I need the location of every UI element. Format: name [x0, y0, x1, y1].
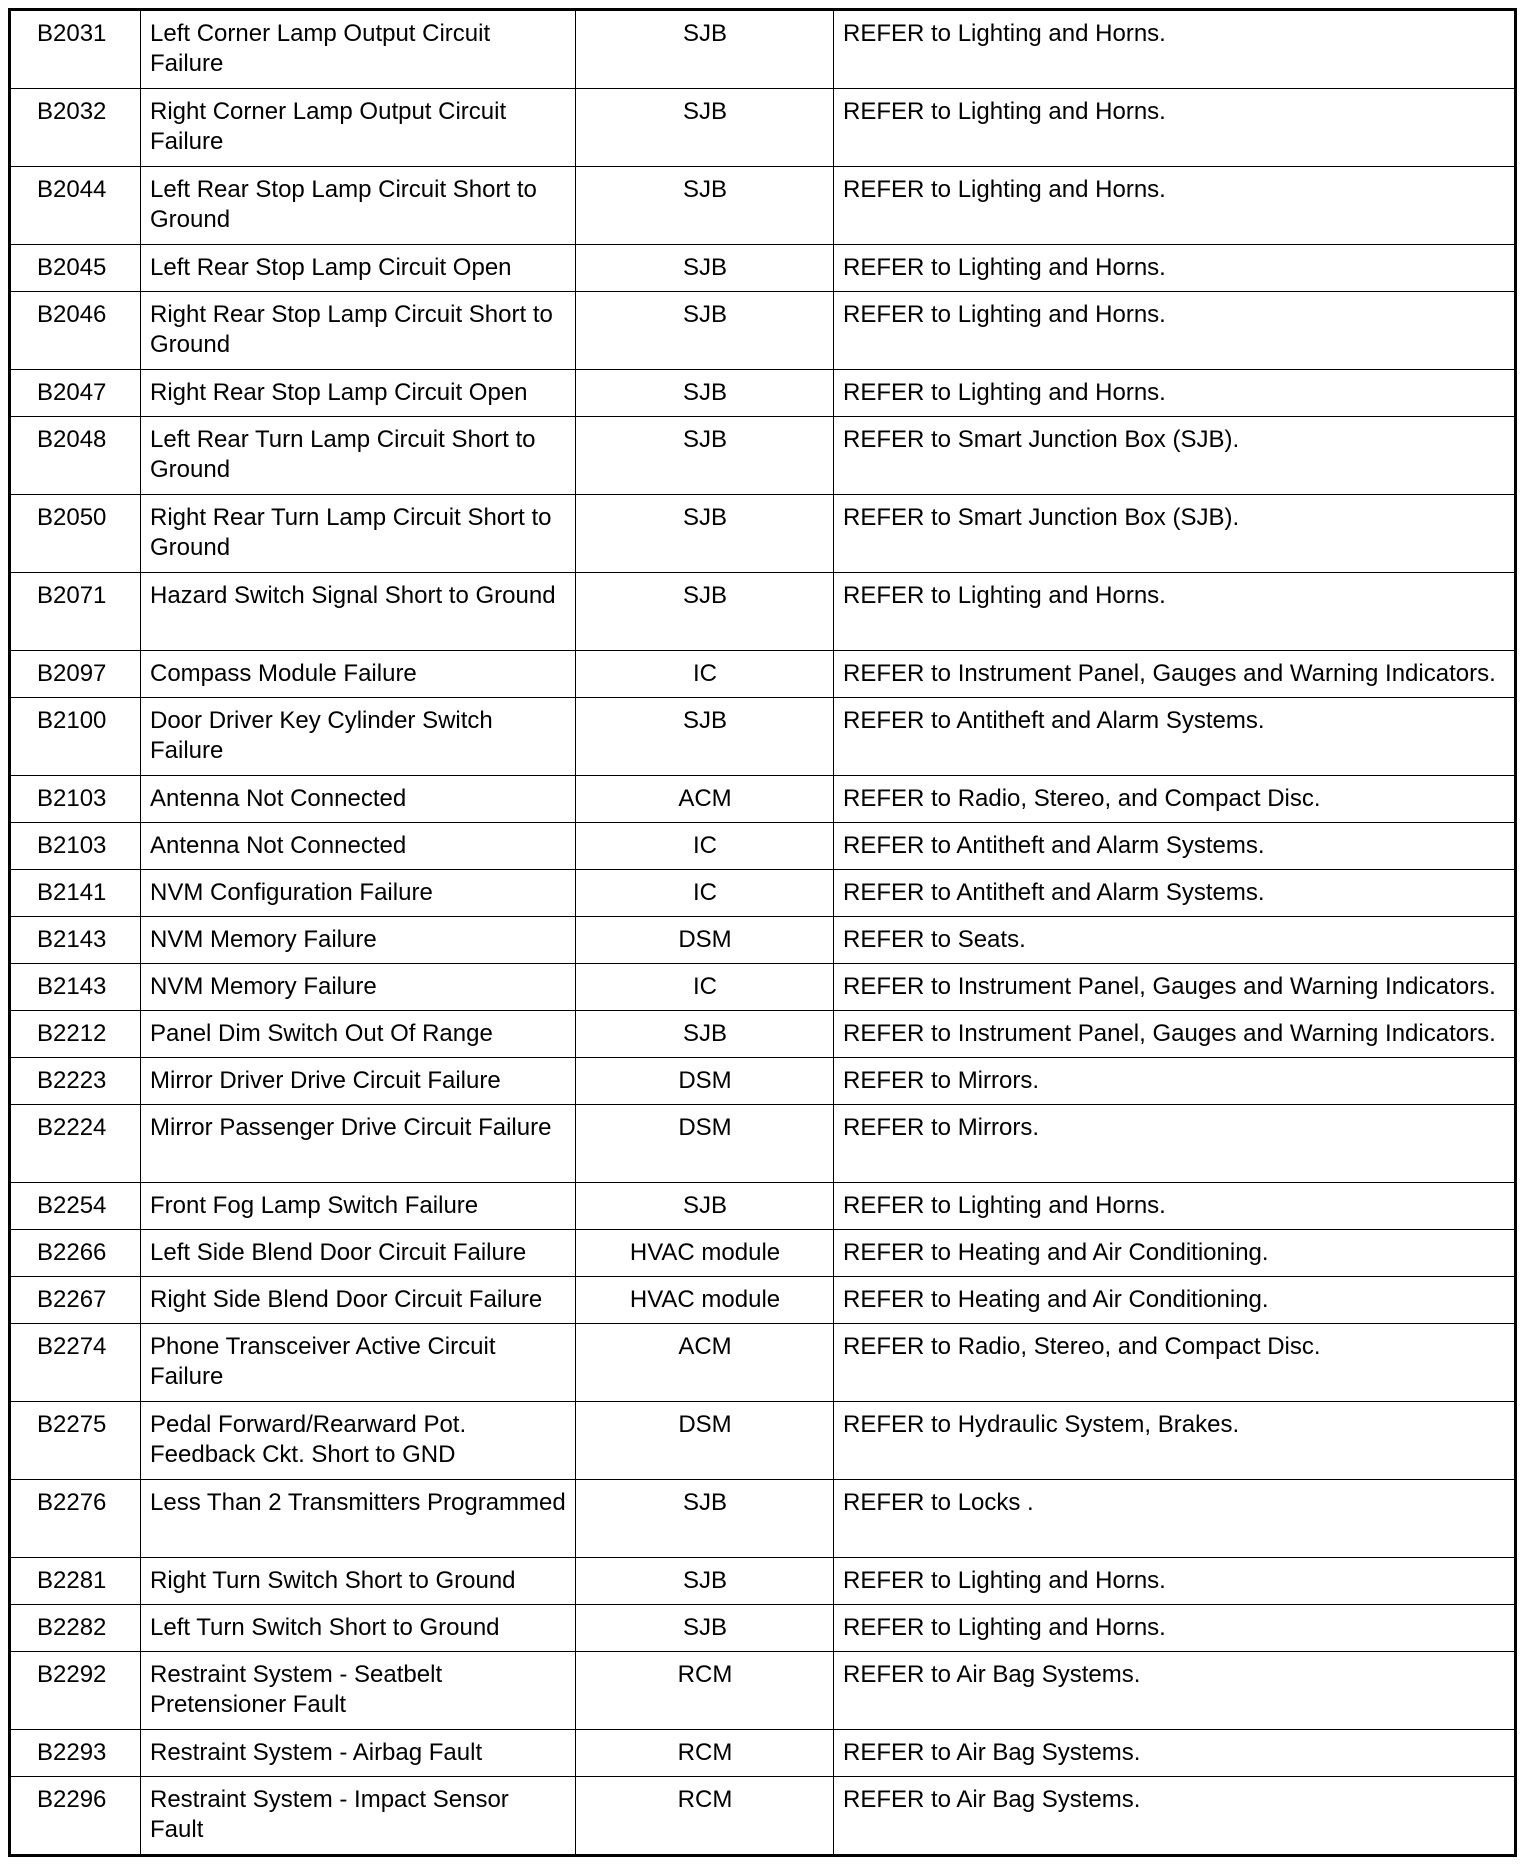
dtc-description: Hazard Switch Signal Short to Ground — [141, 573, 576, 651]
dtc-code: B2044 — [10, 167, 141, 245]
dtc-description: Pedal Forward/Rearward Pot. Feedback Ckt. Short to GND — [141, 1402, 576, 1480]
dtc-code: B2223 — [10, 1058, 141, 1105]
dtc-action: REFER to Radio, Stereo, and Compact Disc. — [834, 776, 1516, 823]
table-row — [10, 1730, 1516, 1777]
table-row — [10, 823, 1516, 870]
dtc-module: SJB — [576, 245, 834, 292]
dtc-module: SJB — [576, 698, 834, 776]
table-row — [10, 1324, 1516, 1402]
dtc-code: B2071 — [10, 573, 141, 651]
dtc-description: Front Fog Lamp Switch Failure — [141, 1183, 576, 1230]
dtc-code: B2254 — [10, 1183, 141, 1230]
dtc-description: Restraint System - Airbag Fault — [141, 1730, 576, 1777]
dtc-module: SJB — [576, 1183, 834, 1230]
dtc-code: B2267 — [10, 1277, 141, 1324]
dtc-code: B2141 — [10, 870, 141, 917]
dtc-action: REFER to Smart Junction Box (SJB). — [834, 495, 1516, 573]
dtc-code: B2047 — [10, 370, 141, 417]
dtc-action: REFER to Heating and Air Conditioning. — [834, 1230, 1516, 1277]
dtc-action: REFER to Lighting and Horns. — [834, 89, 1516, 167]
dtc-description: Left Rear Stop Lamp Circuit Short to Ground — [141, 167, 576, 245]
table-row — [10, 1011, 1516, 1058]
table-row — [10, 573, 1516, 651]
dtc-code: B2045 — [10, 245, 141, 292]
table-row — [10, 1058, 1516, 1105]
dtc-code: B2296 — [10, 1777, 141, 1856]
dtc-module: SJB — [576, 292, 834, 370]
dtc-description: Right Rear Turn Lamp Circuit Short to Ground — [141, 495, 576, 573]
dtc-code: B2100 — [10, 698, 141, 776]
dtc-module: DSM — [576, 1402, 834, 1480]
dtc-code: B2032 — [10, 89, 141, 167]
dtc-action: REFER to Lighting and Horns. — [834, 167, 1516, 245]
dtc-code: B2282 — [10, 1605, 141, 1652]
dtc-description: Right Rear Stop Lamp Circuit Open — [141, 370, 576, 417]
dtc-description: Left Corner Lamp Output Circuit Failure — [141, 10, 576, 89]
dtc-action: REFER to Instrument Panel, Gauges and Warning Indicators. — [834, 1011, 1516, 1058]
dtc-description: Right Corner Lamp Output Circuit Failure — [141, 89, 576, 167]
dtc-module: SJB — [576, 1605, 834, 1652]
dtc-code: B2097 — [10, 651, 141, 698]
dtc-module: RCM — [576, 1777, 834, 1856]
dtc-action: REFER to Lighting and Horns. — [834, 1605, 1516, 1652]
dtc-code: B2212 — [10, 1011, 141, 1058]
table-row — [10, 495, 1516, 573]
dtc-description: Mirror Driver Drive Circuit Failure — [141, 1058, 576, 1105]
dtc-action: REFER to Lighting and Horns. — [834, 573, 1516, 651]
dtc-action: REFER to Lighting and Horns. — [834, 370, 1516, 417]
dtc-module: SJB — [576, 417, 834, 495]
dtc-description: Phone Transceiver Active Circuit Failure — [141, 1324, 576, 1402]
dtc-module: SJB — [576, 573, 834, 651]
dtc-action: REFER to Instrument Panel, Gauges and Warning Indicators. — [834, 651, 1516, 698]
table-row — [10, 1777, 1516, 1856]
dtc-action: REFER to Heating and Air Conditioning. — [834, 1277, 1516, 1324]
dtc-module: SJB — [576, 10, 834, 89]
dtc-action: REFER to Mirrors. — [834, 1105, 1516, 1183]
dtc-action: REFER to Radio, Stereo, and Compact Disc. — [834, 1324, 1516, 1402]
dtc-code: B2266 — [10, 1230, 141, 1277]
dtc-code: B2281 — [10, 1558, 141, 1605]
table-row — [10, 776, 1516, 823]
dtc-module: RCM — [576, 1652, 834, 1730]
dtc-module: SJB — [576, 1558, 834, 1605]
dtc-action: REFER to Instrument Panel, Gauges and Warning Indicators. — [834, 964, 1516, 1011]
dtc-code: B2275 — [10, 1402, 141, 1480]
table-row — [10, 870, 1516, 917]
dtc-description: NVM Configuration Failure — [141, 870, 576, 917]
dtc-action: REFER to Lighting and Horns. — [834, 10, 1516, 89]
dtc-module: DSM — [576, 1058, 834, 1105]
dtc-code: B2031 — [10, 10, 141, 89]
dtc-module: IC — [576, 964, 834, 1011]
table-row — [10, 417, 1516, 495]
table-row — [10, 10, 1516, 89]
table-row — [10, 1558, 1516, 1605]
dtc-action: REFER to Lighting and Horns. — [834, 1558, 1516, 1605]
dtc-description: NVM Memory Failure — [141, 964, 576, 1011]
dtc-code: B2048 — [10, 417, 141, 495]
dtc-action: REFER to Seats. — [834, 917, 1516, 964]
dtc-action: REFER to Air Bag Systems. — [834, 1730, 1516, 1777]
dtc-module: ACM — [576, 776, 834, 823]
table-row — [10, 292, 1516, 370]
dtc-module: HVAC module — [576, 1230, 834, 1277]
dtc-module: HVAC module — [576, 1277, 834, 1324]
dtc-code: B2143 — [10, 964, 141, 1011]
dtc-description: Antenna Not Connected — [141, 823, 576, 870]
dtc-action: REFER to Lighting and Horns. — [834, 1183, 1516, 1230]
dtc-action: REFER to Lighting and Horns. — [834, 292, 1516, 370]
dtc-description: Left Side Blend Door Circuit Failure — [141, 1230, 576, 1277]
dtc-module: SJB — [576, 495, 834, 573]
dtc-description: Left Rear Stop Lamp Circuit Open — [141, 245, 576, 292]
dtc-module: RCM — [576, 1730, 834, 1777]
dtc-module: IC — [576, 870, 834, 917]
dtc-action: REFER to Mirrors. — [834, 1058, 1516, 1105]
dtc-code: B2143 — [10, 917, 141, 964]
dtc-action: REFER to Air Bag Systems. — [834, 1652, 1516, 1730]
dtc-module: IC — [576, 651, 834, 698]
dtc-action: REFER to Antitheft and Alarm Systems. — [834, 870, 1516, 917]
dtc-description: Antenna Not Connected — [141, 776, 576, 823]
dtc-code: B2276 — [10, 1480, 141, 1558]
table-row — [10, 1652, 1516, 1730]
dtc-description: Restraint System - Impact Sensor Fault — [141, 1777, 576, 1856]
dtc-code: B2103 — [10, 776, 141, 823]
table-row — [10, 1605, 1516, 1652]
dtc-description: Less Than 2 Transmitters Programmed — [141, 1480, 576, 1558]
dtc-code: B2274 — [10, 1324, 141, 1402]
table-row — [10, 698, 1516, 776]
table-row — [10, 1402, 1516, 1480]
table-row — [10, 1105, 1516, 1183]
table-row — [10, 1230, 1516, 1277]
dtc-module: SJB — [576, 167, 834, 245]
dtc-code: B2292 — [10, 1652, 141, 1730]
table-row — [10, 1183, 1516, 1230]
dtc-action: REFER to Smart Junction Box (SJB). — [834, 417, 1516, 495]
dtc-action: REFER to Lighting and Horns. — [834, 245, 1516, 292]
table-row — [10, 964, 1516, 1011]
dtc-description: Restraint System - Seatbelt Pretensioner Fault — [141, 1652, 576, 1730]
dtc-description: Left Turn Switch Short to Ground — [141, 1605, 576, 1652]
dtc-module: DSM — [576, 1105, 834, 1183]
dtc-description: Panel Dim Switch Out Of Range — [141, 1011, 576, 1058]
dtc-table-body — [10, 10, 1516, 1856]
dtc-code: B2293 — [10, 1730, 141, 1777]
dtc-description: Right Rear Stop Lamp Circuit Short to Ground — [141, 292, 576, 370]
dtc-code: B2046 — [10, 292, 141, 370]
dtc-code: B2224 — [10, 1105, 141, 1183]
table-row — [10, 370, 1516, 417]
dtc-description: Door Driver Key Cylinder Switch Failure — [141, 698, 576, 776]
dtc-module: DSM — [576, 917, 834, 964]
dtc-description: Right Side Blend Door Circuit Failure — [141, 1277, 576, 1324]
table-row — [10, 1277, 1516, 1324]
dtc-code: B2103 — [10, 823, 141, 870]
dtc-module: ACM — [576, 1324, 834, 1402]
table-row — [10, 1480, 1516, 1558]
dtc-description: Right Turn Switch Short to Ground — [141, 1558, 576, 1605]
dtc-description: Mirror Passenger Drive Circuit Failure — [141, 1105, 576, 1183]
table-row — [10, 167, 1516, 245]
dtc-description: Left Rear Turn Lamp Circuit Short to Ground — [141, 417, 576, 495]
dtc-module: SJB — [576, 89, 834, 167]
dtc-module: SJB — [576, 1011, 834, 1058]
dtc-action: REFER to Hydraulic System, Brakes. — [834, 1402, 1516, 1480]
dtc-description: Compass Module Failure — [141, 651, 576, 698]
dtc-description: NVM Memory Failure — [141, 917, 576, 964]
dtc-module: SJB — [576, 370, 834, 417]
dtc-action: REFER to Antitheft and Alarm Systems. — [834, 698, 1516, 776]
dtc-action: REFER to Air Bag Systems. — [834, 1777, 1516, 1856]
dtc-action: REFER to Locks . — [834, 1480, 1516, 1558]
dtc-module: SJB — [576, 1480, 834, 1558]
dtc-table — [8, 8, 1517, 1857]
dtc-action: REFER to Antitheft and Alarm Systems. — [834, 823, 1516, 870]
dtc-code: B2050 — [10, 495, 141, 573]
table-row — [10, 245, 1516, 292]
dtc-module: IC — [576, 823, 834, 870]
table-row — [10, 89, 1516, 167]
table-row — [10, 917, 1516, 964]
table-row — [10, 651, 1516, 698]
